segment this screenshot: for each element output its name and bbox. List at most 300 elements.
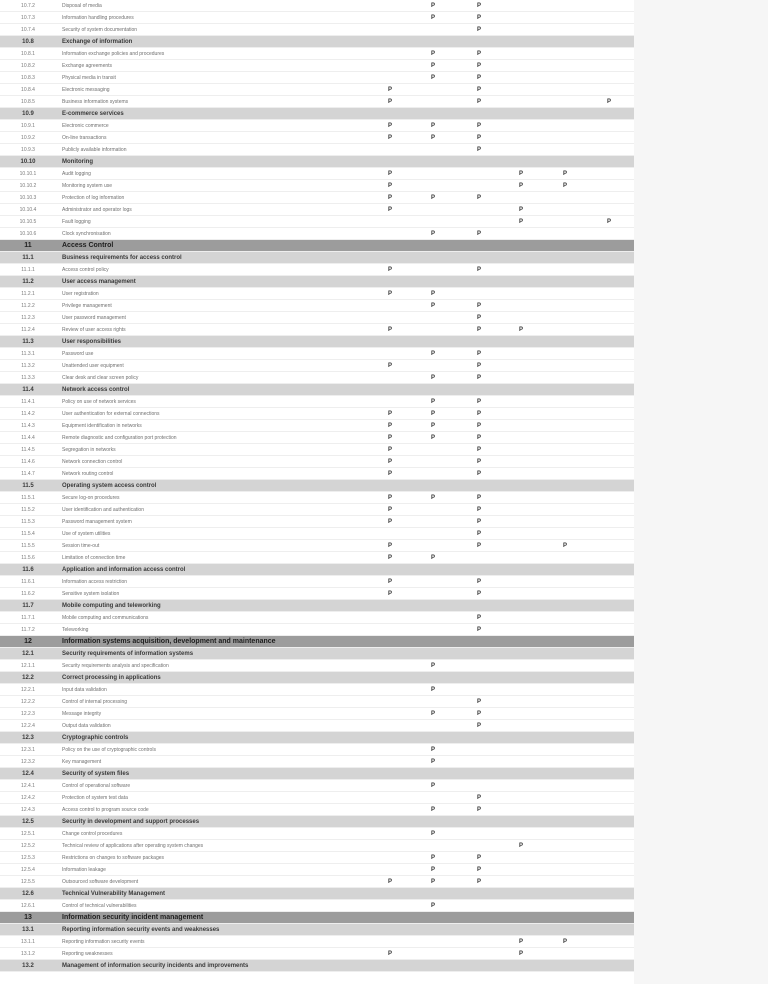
control-number: 11.3 <box>22 339 34 345</box>
control-title: Control of technical vulnerabilities <box>62 903 137 909</box>
check-mark: P <box>387 879 392 885</box>
control-title: Mobile computing and teleworking <box>62 603 161 609</box>
check-mark: P <box>476 351 481 357</box>
control-title: Reporting weaknesses <box>62 951 113 957</box>
control-number: 12.2 <box>22 675 34 681</box>
control-title: Information systems acquisition, development and maintenance <box>62 638 276 645</box>
check-mark: P <box>387 327 392 333</box>
control-number: 11.7.1 <box>21 615 35 621</box>
control-number: 10.8.3 <box>21 75 35 81</box>
control-title: Output data validation <box>62 723 111 729</box>
control-number: 10.7.3 <box>21 15 35 21</box>
check-mark: P <box>476 315 481 321</box>
control-number: 11.5.1 <box>21 495 35 501</box>
control-title: Reporting information security events <box>62 939 145 945</box>
control-number: 10.10.2 <box>19 183 37 189</box>
control-title: Information exchange policies and procedures <box>62 51 165 57</box>
check-mark: P <box>562 939 567 945</box>
control-number: 10.9.2 <box>21 135 35 141</box>
control-number: 10.9 <box>22 111 34 117</box>
check-mark: P <box>387 87 392 93</box>
control-number: 13.2 <box>22 963 34 969</box>
subsection-row <box>0 648 634 660</box>
check-mark: P <box>476 363 481 369</box>
control-row <box>0 420 634 432</box>
control-number: 12.2.1 <box>21 687 35 693</box>
control-title: Limitation of connection time <box>62 555 126 561</box>
control-title: Access Control <box>62 242 114 249</box>
page-margin <box>634 0 768 984</box>
control-title: Protection of system test data <box>62 795 128 801</box>
control-number: 10.7.4 <box>21 27 35 33</box>
control-row <box>0 12 634 24</box>
control-row <box>0 408 634 420</box>
control-number: 11.5.5 <box>21 543 35 549</box>
control-title: Privilege management <box>62 303 112 309</box>
section-row <box>0 912 634 924</box>
control-title: Reporting information security events and weaknesses <box>62 927 220 933</box>
control-number: 11.2.1 <box>21 291 35 297</box>
control-number: 10.8.2 <box>21 63 35 69</box>
check-mark: P <box>476 591 481 597</box>
control-row <box>0 84 634 96</box>
check-mark: P <box>476 867 481 873</box>
control-number: 12.1.1 <box>21 663 35 669</box>
control-title: Exchange of information <box>62 39 133 45</box>
control-row <box>0 132 634 144</box>
control-row <box>0 492 634 504</box>
control-row <box>0 24 634 36</box>
check-mark: P <box>387 435 392 441</box>
check-mark: P <box>387 555 392 561</box>
control-row <box>0 312 634 324</box>
check-mark: P <box>430 135 435 141</box>
control-row <box>0 936 634 948</box>
control-number: 11.4.6 <box>21 459 35 465</box>
control-title: User password management <box>62 315 126 321</box>
subsection-row <box>0 732 634 744</box>
subsection-row <box>0 816 634 828</box>
check-mark: P <box>387 135 392 141</box>
control-row <box>0 876 634 888</box>
check-mark: P <box>387 195 392 201</box>
control-title: Security of system files <box>62 771 130 777</box>
control-title: Teleworking <box>62 627 89 633</box>
subsection-row <box>0 276 634 288</box>
check-mark: P <box>430 399 435 405</box>
control-title: E-commerce services <box>62 111 124 117</box>
check-mark: P <box>562 543 567 549</box>
control-title: Information access restriction <box>62 579 128 585</box>
check-mark: P <box>387 495 392 501</box>
check-mark: P <box>476 423 481 429</box>
check-mark: P <box>430 783 435 789</box>
control-number: 10.9.3 <box>21 147 35 153</box>
control-title: Input data validation <box>62 687 107 693</box>
control-title: Technical review of applications after operating system changes <box>62 843 204 849</box>
control-number: 12.5.5 <box>21 879 35 885</box>
control-number: 11.4.2 <box>21 411 35 417</box>
check-mark: P <box>387 579 392 585</box>
control-title: Remote diagnostic and configuration port protection <box>62 435 177 441</box>
check-mark: P <box>476 51 481 57</box>
control-number: 12.4.1 <box>21 783 35 789</box>
check-mark: P <box>430 495 435 501</box>
check-mark: P <box>476 327 481 333</box>
control-number: 11.4.7 <box>21 471 35 477</box>
control-number: 12.2.4 <box>21 723 35 729</box>
control-row <box>0 372 634 384</box>
control-number: 10.9.1 <box>21 123 35 129</box>
control-number: 12.5.2 <box>21 843 35 849</box>
control-title: Technical Vulnerability Management <box>62 891 166 897</box>
check-mark: P <box>387 543 392 549</box>
check-mark: P <box>387 291 392 297</box>
check-mark: P <box>430 411 435 417</box>
control-row <box>0 792 634 804</box>
control-row <box>0 948 634 960</box>
control-row <box>0 528 634 540</box>
check-mark: P <box>518 843 523 849</box>
subsection-row <box>0 156 634 168</box>
subsection-row <box>0 384 634 396</box>
control-row <box>0 228 634 240</box>
control-number: 11.6 <box>22 567 34 573</box>
check-mark: P <box>476 411 481 417</box>
control-number: 12.6 <box>22 891 34 897</box>
control-title: Clear desk and clear screen policy <box>62 375 139 381</box>
check-mark: P <box>518 207 523 213</box>
check-mark: P <box>430 303 435 309</box>
control-row <box>0 72 634 84</box>
control-number: 12 <box>24 638 32 645</box>
control-title: Sensitive system isolation <box>62 591 120 597</box>
control-number: 12.4.2 <box>21 795 35 801</box>
control-title: Business information systems <box>62 99 129 105</box>
check-mark: P <box>476 531 481 537</box>
control-title: Application and information access control <box>62 567 186 573</box>
control-row <box>0 468 634 480</box>
check-mark: P <box>476 807 481 813</box>
control-title: Exchange agreements <box>62 63 113 69</box>
control-title: On-line transactions <box>62 135 107 141</box>
control-number: 11.5 <box>22 483 34 489</box>
control-title: Change control procedures <box>62 831 123 837</box>
check-mark: P <box>387 171 392 177</box>
control-title: Physical media in transit <box>62 75 116 81</box>
control-number: 11.7.2 <box>21 627 35 633</box>
check-mark: P <box>476 471 481 477</box>
section-row <box>0 240 634 252</box>
control-number: 11.3.3 <box>21 375 35 381</box>
control-title: Outsourced software development <box>62 879 139 885</box>
control-number: 12.5.1 <box>21 831 35 837</box>
subsection-row <box>0 924 634 936</box>
control-number: 10.10.1 <box>19 171 37 177</box>
control-row <box>0 396 634 408</box>
control-title: Password use <box>62 351 94 357</box>
control-row <box>0 720 634 732</box>
check-mark: P <box>387 411 392 417</box>
check-mark: P <box>430 759 435 765</box>
control-row <box>0 900 634 912</box>
subsection-row <box>0 672 634 684</box>
subsection-row <box>0 252 634 264</box>
subsection-row <box>0 336 634 348</box>
control-number: 10.8 <box>22 39 34 45</box>
control-number: 11.6.2 <box>21 591 35 597</box>
control-number: 11.7 <box>22 603 34 609</box>
control-title: Cryptographic controls <box>62 735 129 741</box>
control-row <box>0 456 634 468</box>
check-mark: P <box>430 75 435 81</box>
check-mark: P <box>430 831 435 837</box>
control-number: 10.8.1 <box>21 51 35 57</box>
check-mark: P <box>387 207 392 213</box>
check-mark: P <box>476 15 481 21</box>
check-mark: P <box>430 63 435 69</box>
check-mark: P <box>476 543 481 549</box>
control-title: Review of user access rights <box>62 327 126 333</box>
check-mark: P <box>476 855 481 861</box>
check-mark: P <box>387 123 392 129</box>
check-mark: P <box>476 495 481 501</box>
control-title: Administrator and operator logs <box>62 207 132 213</box>
check-mark: P <box>430 867 435 873</box>
check-mark: P <box>476 435 481 441</box>
control-title: Network access control <box>62 387 130 393</box>
control-title: Electronic messaging <box>62 87 110 93</box>
check-mark: P <box>476 723 481 729</box>
control-title: Equipment identification in networks <box>62 423 142 429</box>
control-row <box>0 708 634 720</box>
control-title: Network routing control <box>62 471 114 477</box>
check-mark: P <box>518 171 523 177</box>
check-mark: P <box>430 903 435 909</box>
control-number: 10.10 <box>20 159 36 165</box>
control-row <box>0 168 634 180</box>
control-number: 13.1.2 <box>21 951 35 957</box>
control-number: 11.5.4 <box>21 531 35 537</box>
check-mark: P <box>476 615 481 621</box>
control-number: 12.5.3 <box>21 855 35 861</box>
control-row <box>0 264 634 276</box>
check-mark: P <box>430 879 435 885</box>
control-number: 10.8.5 <box>21 99 35 105</box>
control-title: Fault logging <box>62 219 91 225</box>
check-mark: P <box>387 519 392 525</box>
control-row <box>0 804 634 816</box>
control-title: Correct processing in applications <box>62 675 161 681</box>
control-number: 11.1.1 <box>21 267 35 273</box>
control-title: Key management <box>62 759 102 765</box>
control-row <box>0 180 634 192</box>
control-title: Unattended user equipment <box>62 363 124 369</box>
check-mark: P <box>430 423 435 429</box>
control-row <box>0 360 634 372</box>
control-number: 12.5 <box>22 819 34 825</box>
control-title: User responsibilities <box>62 339 122 345</box>
control-title: User identification and authentication <box>62 507 144 513</box>
control-number: 11.5.2 <box>21 507 35 513</box>
control-row <box>0 840 634 852</box>
check-mark: P <box>430 375 435 381</box>
control-row <box>0 60 634 72</box>
check-mark: P <box>387 423 392 429</box>
check-mark: P <box>430 747 435 753</box>
control-title: Security requirements of information systems <box>62 651 194 657</box>
check-mark: P <box>476 231 481 237</box>
subsection-row <box>0 564 634 576</box>
subsection-row <box>0 600 634 612</box>
control-row <box>0 660 634 672</box>
control-number: 12.4 <box>22 771 34 777</box>
control-number: 11.4.5 <box>21 447 35 453</box>
control-row <box>0 552 634 564</box>
control-row <box>0 576 634 588</box>
control-number: 12.5.4 <box>21 867 35 873</box>
check-mark: P <box>430 807 435 813</box>
control-number: 12.4.3 <box>21 807 35 813</box>
control-title: Security in development and support processes <box>62 819 200 825</box>
check-mark: P <box>518 951 523 957</box>
control-row <box>0 684 634 696</box>
check-mark: P <box>476 75 481 81</box>
control-row <box>0 288 634 300</box>
check-mark: P <box>387 99 392 105</box>
control-number: 13.1.1 <box>21 939 35 945</box>
check-mark: P <box>562 183 567 189</box>
control-title: Policy on the use of cryptographic controls <box>62 747 156 753</box>
control-row <box>0 96 634 108</box>
control-number: 12.2.3 <box>21 711 35 717</box>
control-number: 12.3.1 <box>21 747 35 753</box>
control-row <box>0 852 634 864</box>
control-title: Access control to program source code <box>62 807 149 813</box>
control-number: 10.10.3 <box>19 195 37 201</box>
check-mark: P <box>476 795 481 801</box>
check-mark: P <box>476 627 481 633</box>
check-mark: P <box>387 459 392 465</box>
control-title: Secure log-on procedures <box>62 495 120 501</box>
control-number: 10.7.2 <box>21 3 35 9</box>
control-title: Access control policy <box>62 267 109 273</box>
check-mark: P <box>476 507 481 513</box>
control-title: Use of system utilities <box>62 531 111 537</box>
check-mark: P <box>430 351 435 357</box>
control-title: Disposal of media <box>62 3 102 9</box>
control-row <box>0 432 634 444</box>
control-title: Mobile computing and communications <box>62 615 149 621</box>
control-number: 12.3.2 <box>21 759 35 765</box>
control-number: 11.2 <box>22 279 34 285</box>
check-mark: P <box>476 147 481 153</box>
control-title: Network connection control <box>62 459 123 465</box>
check-mark: P <box>606 99 611 105</box>
check-mark: P <box>430 123 435 129</box>
check-mark: P <box>387 507 392 513</box>
subsection-row <box>0 480 634 492</box>
control-title: Control of internal processing <box>62 699 128 705</box>
control-number: 11.5.3 <box>21 519 35 525</box>
check-mark: P <box>387 471 392 477</box>
check-mark: P <box>476 27 481 33</box>
check-mark: P <box>476 195 481 201</box>
check-mark: P <box>476 399 481 405</box>
check-mark: P <box>430 555 435 561</box>
control-number: 11 <box>24 242 32 249</box>
check-mark: P <box>476 135 481 141</box>
control-row <box>0 756 634 768</box>
subsection-row <box>0 108 634 120</box>
check-mark: P <box>476 303 481 309</box>
control-title: User access management <box>62 279 136 285</box>
control-title: Audit logging <box>62 171 91 177</box>
control-number: 13 <box>24 914 32 921</box>
control-row <box>0 444 634 456</box>
control-row <box>0 588 634 600</box>
control-row <box>0 48 634 60</box>
check-mark: P <box>430 663 435 669</box>
check-mark: P <box>606 219 611 225</box>
control-title: Restrictions on changes to software packages <box>62 855 164 861</box>
check-mark: P <box>476 519 481 525</box>
control-row <box>0 864 634 876</box>
control-title: Clock synchronisation <box>62 231 111 237</box>
control-title: Information leakage <box>62 867 106 873</box>
control-number: 10.10.6 <box>19 231 37 237</box>
control-title: Electronic commerce <box>62 123 109 129</box>
control-number: 11.4.1 <box>21 399 35 405</box>
check-mark: P <box>430 687 435 693</box>
control-number: 11.4.4 <box>21 435 35 441</box>
subsection-row <box>0 960 634 972</box>
subsection-row <box>0 36 634 48</box>
control-title: Control of operational software <box>62 783 131 789</box>
control-title: User registration <box>62 291 99 297</box>
control-title: Information security incident management <box>62 914 204 921</box>
check-mark: P <box>430 231 435 237</box>
check-mark: P <box>476 447 481 453</box>
control-title: Operating system access control <box>62 483 157 489</box>
control-number: 11.4.3 <box>21 423 35 429</box>
check-mark: P <box>430 435 435 441</box>
control-title: Business requirements for access control <box>62 255 182 261</box>
subsection-row <box>0 888 634 900</box>
check-mark: P <box>476 267 481 273</box>
control-number: 12.2.2 <box>21 699 35 705</box>
check-mark: P <box>430 195 435 201</box>
control-row <box>0 696 634 708</box>
control-row <box>0 624 634 636</box>
control-number: 11.2.3 <box>21 315 35 321</box>
control-title: Password management system <box>62 519 132 525</box>
control-number: 12.6.1 <box>21 903 35 909</box>
control-row <box>0 204 634 216</box>
check-mark: P <box>387 183 392 189</box>
subsection-row <box>0 768 634 780</box>
control-title: Protection of log information <box>62 195 125 201</box>
control-number: 11.5.6 <box>21 555 35 561</box>
control-number: 11.4 <box>22 387 34 393</box>
control-title: Monitoring system use <box>62 183 113 189</box>
control-number: 11.2.4 <box>21 327 35 333</box>
control-title: Session time-out <box>62 543 100 549</box>
check-mark: P <box>518 327 523 333</box>
check-mark: P <box>476 375 481 381</box>
check-mark: P <box>387 591 392 597</box>
check-mark: P <box>387 363 392 369</box>
